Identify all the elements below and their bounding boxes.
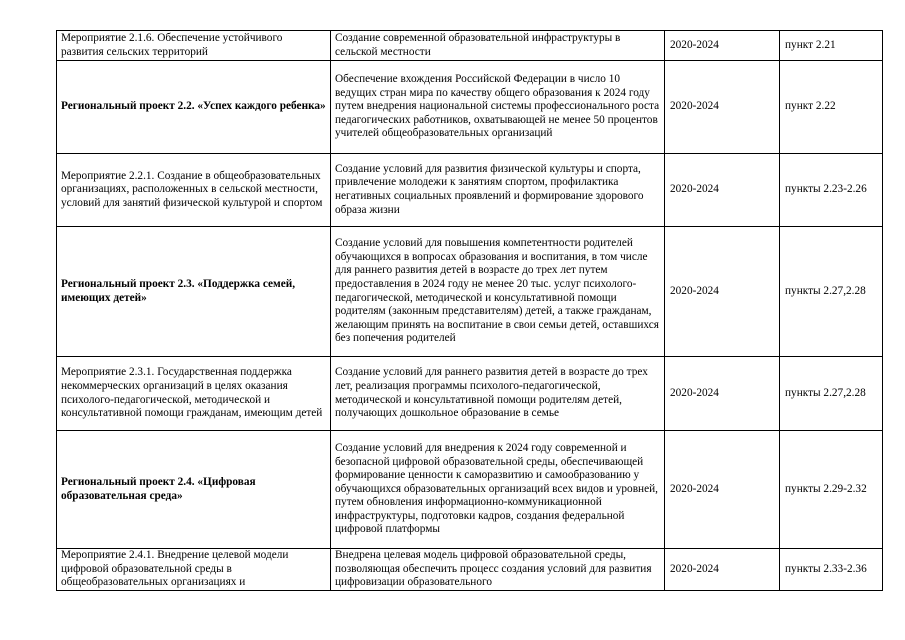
measure-name: Мероприятие 2.2.1. Создание в общеобразовательных организациях, расположенных в сельской местности, условий для занятий физической культурой и спортом xyxy=(61,169,323,209)
measure-clause: пункты 2.33-2.36 xyxy=(780,549,883,591)
measure-name: Мероприятие 2.3.1. Государственная поддержка некоммерческих организаций в целях оказания психолого-педагогической, методической и консультативной помощи гражданам, имеющим детей xyxy=(61,366,323,420)
measure-clause: пункт 2.21 xyxy=(780,31,883,61)
measure-description: Создание современной образовательной инфраструктуры в сельской местности xyxy=(335,31,621,58)
measure-name-cell xyxy=(57,31,331,61)
measure-period: 2020-2024 xyxy=(665,549,780,591)
measure-description: Создание условий для раннего развития детей в возрасте до трех лет, реализация программы психолого-педагогической, методической и консультативной помощи родителям детей, получающих дошкольное образование в семье xyxy=(335,366,648,420)
measure-name-cell xyxy=(57,549,331,591)
measure-name-cell xyxy=(57,61,331,154)
measure-name-cell xyxy=(57,431,331,549)
measure-period: 2020-2024 xyxy=(665,227,780,357)
measure-name: Региональный проект 2.3. «Поддержка семей, имеющих детей» xyxy=(61,277,296,304)
measure-period: 2020-2024 xyxy=(665,154,780,227)
table-row xyxy=(57,431,883,549)
measure-name-cell xyxy=(57,154,331,227)
measure-clause: пункт 2.22 xyxy=(780,61,883,154)
measure-description: Создание условий для внедрения к 2024 году современной и безопасной цифровой образовательной среды, обеспечивающей формирование ценности к саморазвитию и самообразованию у обучающихся образовательных организаций всех видов и уровней, путем обновления информационно-коммуникационной инфраструктуры, подготовки кадров, создания федеральной цифровой платформы xyxy=(335,441,658,536)
measure-description: Внедрена целевая модель цифровой образовательной среды, позволяющая обеспечить процесс создания условий для развития цифровизации образовательного xyxy=(335,549,652,589)
measure-description: Создание условий для повышения компетентности родителей обучающихся в вопросах образования и воспитания, в том числе для раннего развития детей в возрасте до трех лет путем предоставления в 2024 году не менее 20 тыс. услуг психолого-педагогической, методической и консультативной помощи родителям (законным представителям) детей, а также гражданам, желающим принять на воспитание в свои семьи детей, оставшихся без попечения родителей xyxy=(335,237,659,345)
measure-description-cell xyxy=(331,154,665,227)
measure-clause: пункты 2.27,2.28 xyxy=(780,357,883,431)
measure-name: Региональный проект 2.2. «Успех каждого ребенка» xyxy=(61,100,326,113)
measure-name-cell xyxy=(57,227,331,357)
measure-clause: пункты 2.27,2.28 xyxy=(780,227,883,357)
measure-period: 2020-2024 xyxy=(665,61,780,154)
measure-description-cell xyxy=(331,549,665,591)
table-row xyxy=(57,154,883,227)
measure-description: Обеспечение вхождения Российской Федерации в число 10 ведущих стран мира по качеству общего образования к 2024 году путем внедрения национальной системы профессионального роста педагогических работников, охватывающей не менее 50 процентов учителей общеобразовательных организаций xyxy=(335,73,660,140)
measure-name: Мероприятие 2.1.6. Обеспечение устойчивого развития сельских территорий xyxy=(61,31,283,58)
table-row xyxy=(57,357,883,431)
measure-description-cell xyxy=(331,61,665,154)
measure-name-cell xyxy=(57,357,331,431)
measure-description: Создание условий для развития физической культуры и спорта, привлечение молодежи к занятиям спортом, профилактика негативных социальных проявлений и формирование здорового образа жизни xyxy=(335,162,644,216)
measure-name: Региональный проект 2.4. «Цифровая образовательная среда» xyxy=(61,475,256,502)
program-measures-table xyxy=(56,30,883,591)
measure-name: Мероприятие 2.4.1. Внедрение целевой модели цифровой образовательной среды в общеобразовательных организациях и xyxy=(61,549,289,589)
measure-description-cell xyxy=(331,227,665,357)
table-row xyxy=(57,549,883,591)
measure-description-cell xyxy=(331,357,665,431)
measure-clause: пункты 2.23-2.26 xyxy=(780,154,883,227)
table-row xyxy=(57,61,883,154)
measure-description-cell xyxy=(331,431,665,549)
table-row xyxy=(57,227,883,357)
measure-period: 2020-2024 xyxy=(665,431,780,549)
measure-clause: пункты 2.29-2.32 xyxy=(780,431,883,549)
measure-period: 2020-2024 xyxy=(665,31,780,61)
table-row xyxy=(57,31,883,61)
measure-period: 2020-2024 xyxy=(665,357,780,431)
measure-description-cell xyxy=(331,31,665,61)
